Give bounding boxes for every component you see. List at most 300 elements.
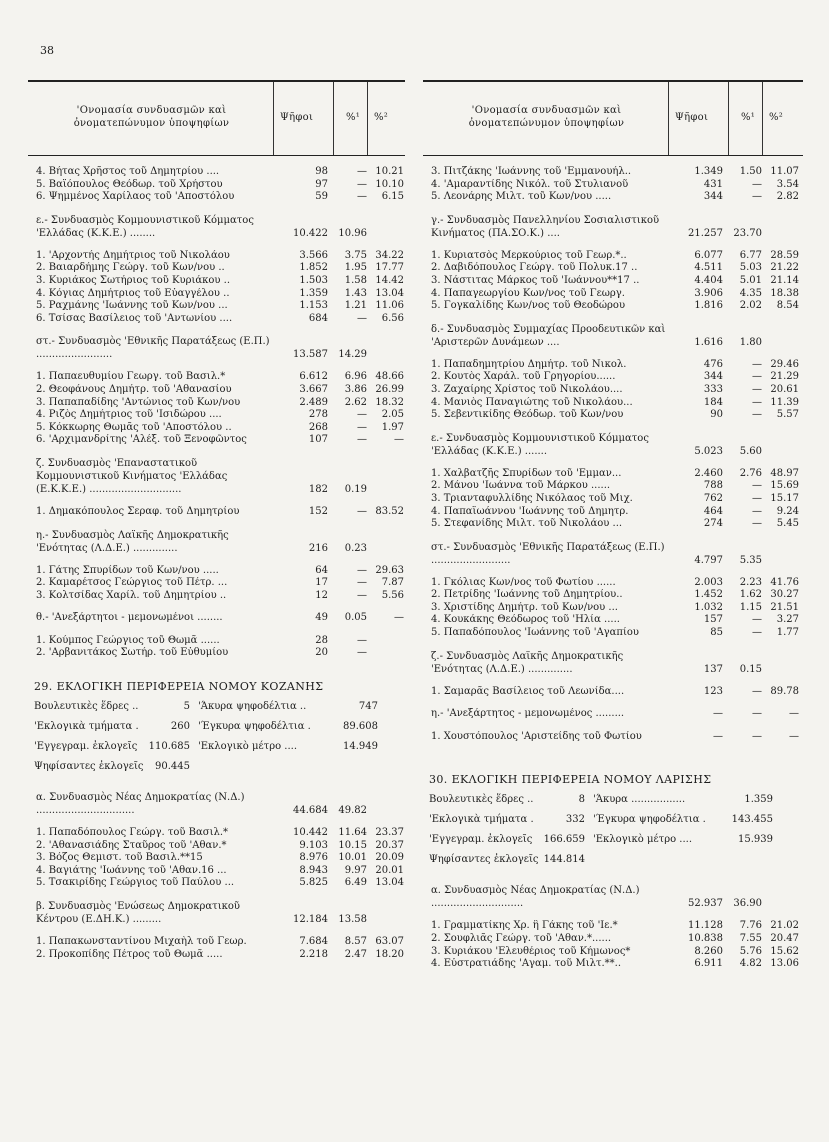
district-info-row xyxy=(28,701,405,721)
candidate-row xyxy=(28,422,405,435)
party-name: α. Συνδυασμὸς Νέας Δημοκρατίας (Ν.Δ.) ............................. xyxy=(431,885,640,910)
row-name: 2. Πετρίδης 'Ιωάννης τοῦ Δημητρίου.. xyxy=(431,589,623,601)
info-value: 14.949 xyxy=(343,741,378,753)
candidate-row xyxy=(423,384,803,397)
row-percent-1: 5.03 xyxy=(739,262,762,274)
spacer xyxy=(28,781,405,791)
row-percent-2: 48.66 xyxy=(375,371,404,383)
spacer xyxy=(28,555,405,565)
info-label: 'Εκλογικὰ τμήματα . xyxy=(429,814,534,826)
row-percent-1: 2.76 xyxy=(739,467,762,479)
row-votes: 12 xyxy=(315,589,328,601)
candidate-row xyxy=(423,506,803,519)
row-votes: 8.976 xyxy=(299,852,328,864)
party-votes: 182 xyxy=(308,483,328,495)
row-name: 2. 'Αρβανιτάκος Σωτήρ. τοῦ Εὐθυμίου xyxy=(36,647,229,659)
spacer xyxy=(28,204,405,214)
info-value: 260 xyxy=(170,721,190,733)
row-name: 2. Σουφλιᾶς Γεώργ. τοῦ 'Αθαν.*...... xyxy=(431,933,612,945)
right-table-header xyxy=(423,80,803,156)
info-label: 'Έγκυρα ψηφοδέλτια . xyxy=(593,814,706,826)
candidate-row xyxy=(28,865,405,878)
page-number: 38 xyxy=(40,44,54,57)
spacer xyxy=(423,743,803,753)
party-row xyxy=(28,529,405,555)
candidate-row xyxy=(28,384,405,397)
row-votes: 9.103 xyxy=(299,839,328,851)
row-votes: 49 xyxy=(315,612,328,624)
party-row xyxy=(28,791,405,817)
row-percent-1: 4.82 xyxy=(739,958,762,970)
row-votes: 464 xyxy=(703,505,723,517)
row-percent-1: — xyxy=(357,577,367,589)
party-votes: 4.797 xyxy=(694,554,723,566)
row-percent-1: — xyxy=(357,178,367,190)
row-votes: 788 xyxy=(703,480,723,492)
section-title: 29. ΕΚΛΟΓΙΚΗ ΠΕΡΙΦΕΡΕΙΑ ΝΟΜΟΥ ΚΟΖΑΝΗΣ xyxy=(34,680,324,694)
row-percent-2: 1.77 xyxy=(776,627,799,639)
candidate-row xyxy=(28,434,405,447)
candidate-row xyxy=(28,371,405,384)
row-name: η.- 'Ανεξάρτητος - μεμονωμένος ......... xyxy=(431,708,625,720)
row-name: 5. Λεονάρης Μιλτ. τοῦ Κων/νου ..... xyxy=(431,191,612,203)
left-column xyxy=(28,80,405,961)
row-name: 5. Ραχμάνης 'Ιωάννης τοῦ Κων/νου ... xyxy=(36,300,228,312)
row-name: 1. Παπακωνσταντίνου Μιχαὴλ τοῦ Γεωρ. xyxy=(36,936,247,948)
party-percent: 36.90 xyxy=(733,898,762,910)
row-name: 4. Βαγιάτης 'Ιωάννης τοῦ 'Αθαν.16 ... xyxy=(36,864,227,876)
spacer xyxy=(423,458,803,468)
row-percent-1: 9.97 xyxy=(344,864,367,876)
row-name: 5. Σεβεντικίδης Θεόδωρ. τοῦ Κων/νου xyxy=(431,409,624,421)
party-row xyxy=(423,541,803,567)
row-name: 2. Προκοπίδης Πέτρος τοῦ Θωμᾶ ..... xyxy=(36,948,223,960)
row-percent-1: 1.15 xyxy=(739,601,762,613)
spacer xyxy=(28,519,405,529)
row-percent-1: 2.62 xyxy=(344,396,367,408)
row-percent-2: 89.78 xyxy=(770,685,799,697)
party-name: στ.- Συνδυασμὸς 'Εθνικῆς Παρατάξεως (Ε.Π.) ......................... xyxy=(431,541,665,566)
candidate-row xyxy=(28,166,405,179)
row-percent-2: 3.54 xyxy=(776,178,799,190)
info-label: 'Εκλογικὸ μέτρο .... xyxy=(198,741,298,753)
district-info-row xyxy=(423,834,803,854)
row-percent-2: 20.37 xyxy=(375,839,404,851)
info-value: 90.445 xyxy=(155,761,190,773)
candidate-row xyxy=(28,577,405,590)
right-table-body xyxy=(423,166,803,971)
candidate-row xyxy=(28,262,405,275)
party-percent: 1.80 xyxy=(739,336,762,348)
row-percent-2: 30.27 xyxy=(770,589,799,601)
row-votes: 8.943 xyxy=(299,864,328,876)
row-percent-2: 7.87 xyxy=(381,577,404,589)
candidate-row xyxy=(423,397,803,410)
row-percent-1: 1.95 xyxy=(344,262,367,274)
row-percent-2: 20.61 xyxy=(770,383,799,395)
row-percent-1: — xyxy=(752,178,762,190)
row-votes: 2.003 xyxy=(694,576,723,588)
header-percent-2: %² xyxy=(769,112,784,123)
row-percent-2: 18.20 xyxy=(375,948,404,960)
row-percent-1: — xyxy=(752,492,762,504)
candidate-row xyxy=(28,275,405,288)
party-name: ζ.- Συνδυασμὸς Λαϊκῆς Δημοκρατικῆς 'Ενότητας (Λ.Δ.Ε.) .............. xyxy=(431,650,624,675)
party-name: δ.- Συνδυασμὸς Συμμαχίας Προοδευτικῶν καὶ 'Αριστερῶν Δυνάμεων .... xyxy=(431,323,666,348)
candidate-row xyxy=(28,288,405,301)
row-name: 3. Τριανταφυλλίδης Νικόλαος τοῦ Μιχ. xyxy=(431,492,633,504)
row-percent-2: 15.17 xyxy=(770,492,799,504)
spacer xyxy=(423,531,803,541)
row-percent-1: — xyxy=(357,434,367,446)
row-votes: 333 xyxy=(703,383,723,395)
candidate-row xyxy=(423,577,803,590)
row-percent-1: 7.76 xyxy=(739,920,762,932)
party-votes: 12.184 xyxy=(293,914,328,926)
party-percent: 5.60 xyxy=(739,445,762,457)
row-votes: 344 xyxy=(703,371,723,383)
header-name: 'Ονομασία συνδυασμῶν καὶ ὀνοματεπώνυμον ὑποψηφίων xyxy=(468,105,625,129)
info-value: 332 xyxy=(565,814,585,826)
row-name: 3. Παπαπαδίδης 'Αντώνιος τοῦ Κων/νου xyxy=(36,396,241,408)
row-name: 1. Παπαευθυμίου Γεωργ. τοῦ Βασιλ.* xyxy=(36,371,226,383)
row-votes: 5.825 xyxy=(299,877,328,889)
district-info-row xyxy=(423,794,803,814)
row-percent-1: — xyxy=(752,627,762,639)
candidate-row xyxy=(28,936,405,949)
row-percent-1: 5.01 xyxy=(739,274,762,286)
candidate-row xyxy=(28,409,405,422)
row-name: 3. Βόζος Θεμιστ. τοῦ Βασιλ.**15 xyxy=(36,852,203,864)
info-value: 143.455 xyxy=(731,814,773,826)
row-percent-2: 29.46 xyxy=(770,358,799,370)
row-name: 4. Κουκάκης Θεόδωρος τοῦ 'Ηλία ..... xyxy=(431,614,620,626)
spacer xyxy=(423,753,803,763)
row-votes: 28 xyxy=(315,634,328,646)
row-votes: 6.077 xyxy=(694,249,723,261)
party-name: στ.- Συνδυασμὸς 'Εθνικῆς Παρατάξεως (Ε.Π.) ........................ xyxy=(36,336,270,361)
row-percent-2: 20.09 xyxy=(375,852,404,864)
spacer xyxy=(423,640,803,650)
info-value: 15.939 xyxy=(738,834,773,846)
row-percent-1: 2.02 xyxy=(739,300,762,312)
party-votes: 21.257 xyxy=(688,227,723,239)
row-name: 3. Χριστίδης Δημήτρ. τοῦ Κων/νου ... xyxy=(431,601,618,613)
candidate-row xyxy=(423,288,803,301)
row-name: 1. Παπαδημητρίου Δημήτρ. τοῦ Νικολ. xyxy=(431,358,627,370)
row-votes: 2.460 xyxy=(694,467,723,479)
row-votes: 274 xyxy=(703,518,723,530)
row-percent-1: 6.96 xyxy=(344,371,367,383)
row-percent-1: — xyxy=(357,647,367,659)
row-name: 1. Γραμματίκης Χρ. ἢ Γάκης τοῦ 'Ιε.* xyxy=(431,920,618,932)
row-name: 3. Πιτζάκης 'Ιωάννης τοῦ 'Εμμανουήλ.. xyxy=(431,166,632,177)
party-votes: 137 xyxy=(703,663,723,675)
party-percent: 10.96 xyxy=(338,227,367,239)
info-value: 89.608 xyxy=(343,721,378,733)
info-label: 'Άκυρα ................. xyxy=(593,794,686,806)
row-name: 2. Δαβιδόπουλος Γεώργ. τοῦ Πολυκ.17 .. xyxy=(431,262,638,274)
header-name: 'Ονομασία συνδυασμῶν καὶ ὀνοματεπώνυμον ὑποψηφίων xyxy=(73,105,230,129)
spacer xyxy=(423,676,803,686)
row-percent-1: — xyxy=(357,564,367,576)
row-name: θ.- 'Ανεξάρτητοι - μεμονωμένοι ........ xyxy=(36,612,223,624)
row-percent-2: 34.22 xyxy=(375,249,404,261)
row-name: 5. Γογκαλίδης Κων/νος τοῦ Θεοδώρου xyxy=(431,300,626,312)
row-votes: 762 xyxy=(703,492,723,504)
row-name: 3. Κολτσίδας Χαρίλ. τοῦ Δημητρίου .. xyxy=(36,589,227,601)
candidate-row xyxy=(423,614,803,627)
row-name: 4. Μανιὸς Παναγιώτης τοῦ Νικολάου... xyxy=(431,396,633,408)
candidate-row xyxy=(28,877,405,890)
candidate-row xyxy=(28,612,405,625)
row-name: 3. Κυριάκου 'Ελευθέριος τοῦ Κήμωνος* xyxy=(431,945,631,957)
row-name: 1. Κυριατσὸς Μερκούριος τοῦ Γεωρ.*.. xyxy=(431,249,627,261)
row-votes: 1.816 xyxy=(694,300,723,312)
party-row xyxy=(423,650,803,676)
row-percent-1: — xyxy=(357,589,367,601)
info-label: Βουλευτικὲς ἕδρες .. xyxy=(429,794,534,806)
row-percent-2: 10.10 xyxy=(375,178,404,190)
candidate-row xyxy=(423,480,803,493)
row-percent-2: 83.52 xyxy=(375,505,404,517)
row-name: 2. Θεοφάνους Δημήτρ. τοῦ 'Αθανασίου xyxy=(36,383,232,395)
row-percent-1: 2.23 xyxy=(739,576,762,588)
candidate-row xyxy=(28,397,405,410)
candidate-row xyxy=(28,191,405,204)
row-percent-2: 21.14 xyxy=(770,274,799,286)
row-votes: — xyxy=(713,730,723,742)
row-percent-1: 6.77 xyxy=(739,249,762,261)
candidate-row xyxy=(423,933,803,946)
row-name: 6. Τσίσας Βασίλειος τοῦ 'Αντωνίου .... xyxy=(36,312,233,324)
district-info-row xyxy=(28,761,405,781)
info-value: 166.659 xyxy=(543,834,585,846)
candidate-row xyxy=(423,518,803,531)
spacer xyxy=(423,422,803,432)
row-name: 4. Εὐστρατιάδης 'Αγαμ. τοῦ Μιλτ.**.. xyxy=(431,958,622,970)
row-percent-1: 6.49 xyxy=(344,877,367,889)
candidate-row xyxy=(423,191,803,204)
spacer xyxy=(423,910,803,920)
info-value: 5 xyxy=(183,701,190,713)
section-title: 30. ΕΚΛΟΓΙΚΗ ΠΕΡΙΦΕΡΕΙΑ ΝΟΜΟΥ ΛΑΡΙΣΗΣ xyxy=(429,773,712,787)
party-name: ε.- Συνδυασμὸς Κομμουνιστικοῦ Κόμματος 'Ελλάδας (Κ.Κ.Ε.) ........ xyxy=(36,214,254,239)
spacer xyxy=(423,349,803,359)
row-percent-1: 4.35 xyxy=(739,287,762,299)
row-percent-2: — xyxy=(789,730,799,742)
row-votes: 152 xyxy=(308,505,328,517)
candidate-row xyxy=(423,359,803,372)
row-name: 2. Βαιαρδήμης Γεώργ. τοῦ Κων/νου .. xyxy=(36,262,225,274)
row-votes: 8.260 xyxy=(694,945,723,957)
header-votes: Ψῆφοι xyxy=(675,112,709,123)
info-label: Ψηφίσαντες ἐκλογεῖς xyxy=(34,761,144,773)
row-name: 5. Στεφανίδης Μιλτ. τοῦ Νικολάου ... xyxy=(431,518,623,530)
row-percent-1: — xyxy=(357,634,367,646)
row-percent-1: — xyxy=(752,371,762,383)
row-name: 6. Ψημμένος Χαρίλαος τοῦ 'Αποστόλου xyxy=(36,191,235,203)
spacer xyxy=(28,890,405,900)
party-row xyxy=(423,323,803,349)
row-percent-2: 6.15 xyxy=(381,191,404,203)
row-percent-1: 8.57 xyxy=(344,936,367,948)
row-name: 1. Χαλβατζῆς Σπυρίδων τοῦ 'Εμμαν... xyxy=(431,467,622,479)
row-votes: 6.612 xyxy=(299,371,328,383)
row-percent-2: 11.39 xyxy=(770,396,799,408)
row-percent-1: 10.01 xyxy=(338,852,367,864)
row-name: 1. Παπαδόπουλος Γεώργ. τοῦ Βασιλ.* xyxy=(36,827,229,839)
district-info-row xyxy=(423,854,803,874)
row-percent-2: 21.51 xyxy=(770,601,799,613)
party-row xyxy=(28,214,405,240)
row-percent-1: — xyxy=(752,396,762,408)
candidate-row xyxy=(28,840,405,853)
row-percent-2: 11.07 xyxy=(770,166,799,177)
row-percent-2: 14.42 xyxy=(375,274,404,286)
row-percent-2: 6.56 xyxy=(381,312,404,324)
row-votes: 431 xyxy=(703,178,723,190)
row-percent-1: — xyxy=(357,421,367,433)
candidate-row xyxy=(423,686,803,699)
candidate-row xyxy=(28,590,405,603)
row-percent-1: 7.55 xyxy=(739,933,762,945)
row-votes: 97 xyxy=(315,178,328,190)
candidate-row xyxy=(423,275,803,288)
row-percent-1: — xyxy=(357,312,367,324)
header-votes: Ψῆφοι xyxy=(280,112,314,123)
row-percent-1: — xyxy=(357,191,367,203)
row-percent-1: 3.75 xyxy=(344,249,367,261)
spacer xyxy=(423,313,803,323)
party-name: ε.- Συνδυασμὸς Κομμουνιστικοῦ Κόμματος 'Ελλάδας (Κ.Κ.Ε.) ....... xyxy=(431,432,649,457)
info-label: 'Εγγεγραμ. ἐκλογεῖς xyxy=(429,834,533,846)
spacer xyxy=(28,660,405,670)
row-percent-2: 21.02 xyxy=(770,920,799,932)
info-label: 'Άκυρα ψηφοδέλτια .. xyxy=(198,701,307,713)
row-percent-1: — xyxy=(357,505,367,517)
candidate-row xyxy=(423,262,803,275)
row-percent-2: 2.82 xyxy=(776,191,799,203)
row-percent-2: 23.37 xyxy=(375,827,404,839)
row-percent-2: 63.07 xyxy=(375,936,404,948)
spacer xyxy=(423,204,803,214)
row-percent-2: 21.29 xyxy=(770,371,799,383)
party-percent: 0.15 xyxy=(739,663,762,675)
spacer xyxy=(423,874,803,884)
row-percent-2: 29.63 xyxy=(375,564,404,576)
row-votes: 684 xyxy=(308,312,328,324)
row-percent-2: 5.45 xyxy=(776,518,799,530)
row-votes: 3.566 xyxy=(299,249,328,261)
row-percent-1: — xyxy=(752,518,762,530)
row-votes: 17 xyxy=(315,577,328,589)
row-percent-1: — xyxy=(752,480,762,492)
row-percent-1: 1.58 xyxy=(344,274,367,286)
row-votes: 1.349 xyxy=(694,166,723,177)
row-name: 1. Χουστόπουλος 'Αριστείδης τοῦ Φωτίου xyxy=(431,730,642,742)
candidate-row xyxy=(28,635,405,648)
party-percent: 5.35 xyxy=(739,554,762,566)
row-percent-2: 3.27 xyxy=(776,614,799,626)
candidate-row xyxy=(28,250,405,263)
row-name: 1. Γκόλιας Κων/νος τοῦ Φωτίου ...... xyxy=(431,576,616,588)
candidate-row xyxy=(423,589,803,602)
row-percent-2: 15.62 xyxy=(770,945,799,957)
candidate-row xyxy=(28,647,405,660)
candidate-row xyxy=(28,852,405,865)
spacer xyxy=(28,625,405,635)
row-votes: 344 xyxy=(703,191,723,203)
info-label: 'Εκλογικὰ τμήματα . xyxy=(34,721,139,733)
row-percent-1: — xyxy=(752,614,762,626)
row-percent-2: 18.32 xyxy=(375,396,404,408)
header-percent-2: %² xyxy=(374,112,389,123)
info-value: 110.685 xyxy=(148,741,190,753)
candidate-row xyxy=(423,468,803,481)
row-percent-2: 13.04 xyxy=(375,877,404,889)
row-percent-2: 5.56 xyxy=(381,589,404,601)
row-percent-2: 20.01 xyxy=(375,864,404,876)
row-percent-1: 1.50 xyxy=(739,166,762,177)
party-votes: 1.616 xyxy=(694,336,723,348)
party-percent: 23.70 xyxy=(733,227,762,239)
row-name: 4. Βήτας Χρῆστος τοῦ Δημητρίου .... xyxy=(36,166,220,177)
row-name: 3. Κυριάκος Σωτήριος τοῦ Κυριάκου .. xyxy=(36,274,231,286)
row-votes: 278 xyxy=(308,409,328,421)
candidate-row xyxy=(423,627,803,640)
row-votes: 10.838 xyxy=(688,933,723,945)
info-value: 747 xyxy=(358,701,378,713)
row-votes: 268 xyxy=(308,421,328,433)
row-name: 1. Γάτης Σπυρίδων τοῦ Κων/νου ..... xyxy=(36,564,219,576)
row-votes: 10.442 xyxy=(293,827,328,839)
header-percent-1: %¹ xyxy=(346,112,361,123)
row-name: 5. Τσακιρίδης Γεώργιος τοῦ Παύλου ... xyxy=(36,877,235,889)
row-percent-1: — xyxy=(752,409,762,421)
party-name: ζ. Συνδυασμὸς 'Επαναστατικοῦ Κομμουνιστικοῦ Κινήματος 'Ελλάδας (Ε.Κ.Κ.Ε.) ............................. xyxy=(36,457,228,495)
district-info-row xyxy=(423,814,803,834)
row-percent-2: 2.05 xyxy=(381,409,404,421)
row-percent-2: 26.99 xyxy=(375,383,404,395)
spacer xyxy=(28,447,405,457)
spacer xyxy=(28,602,405,612)
row-votes: 2.489 xyxy=(299,396,328,408)
candidate-row xyxy=(423,946,803,959)
row-votes: 123 xyxy=(703,685,723,697)
spacer xyxy=(423,567,803,577)
party-name: η.- Συνδυασμὸς Λαϊκῆς Δημοκρατικῆς 'Ενότητας (Λ.Δ.Ε.) .............. xyxy=(36,529,229,554)
row-name: 1. Κούμπος Γεώργιος τοῦ Θωμᾶ ...... xyxy=(36,634,220,646)
row-percent-1: 1.21 xyxy=(344,300,367,312)
row-name: 2. Κουτὸς Χαράλ. τοῦ Γρηγορίου...... xyxy=(431,371,616,383)
party-row xyxy=(423,214,803,240)
candidate-row xyxy=(423,731,803,744)
row-name: 1. Σαμαρᾶς Βασίλειος τοῦ Λεωνίδα.... xyxy=(431,685,625,697)
row-votes: 184 xyxy=(703,396,723,408)
row-votes: 2.218 xyxy=(299,948,328,960)
row-name: 2. Καμαρέτσος Γεώργιος τοῦ Πέτρ. ... xyxy=(36,577,228,589)
info-label: 'Έγκυρα ψηφοδέλτια . xyxy=(198,721,311,733)
party-votes: 10.422 xyxy=(293,227,328,239)
info-label: Βουλευτικὲς ἕδρες .. xyxy=(34,701,139,713)
left-table-body xyxy=(28,166,405,961)
row-votes: 98 xyxy=(315,166,328,177)
row-percent-2: 20.47 xyxy=(770,933,799,945)
row-percent-2: 18.38 xyxy=(770,287,799,299)
row-percent-2: — xyxy=(394,612,404,624)
row-percent-1: — xyxy=(752,708,762,720)
